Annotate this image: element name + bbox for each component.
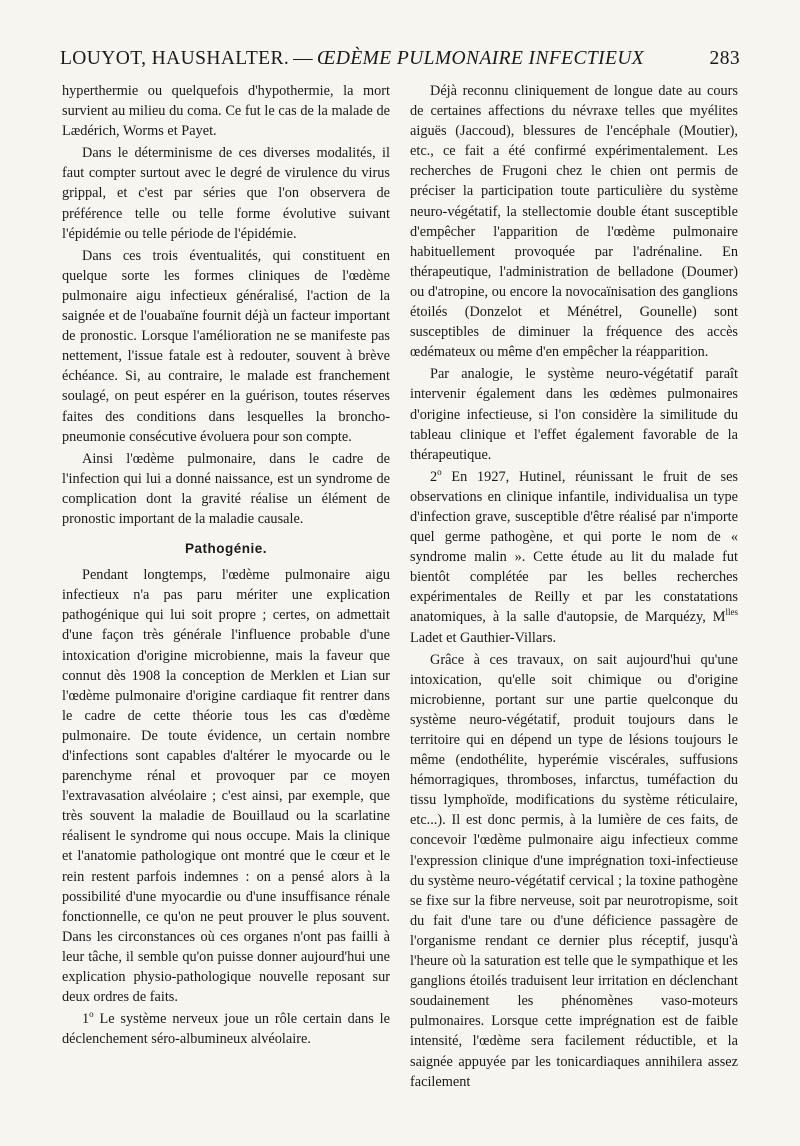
paragraph <box>62 1009 390 1049</box>
list-number: 1 <box>82 1011 90 1028</box>
section-heading: Pathogénie. <box>184 541 267 557</box>
ordinal-mark: o <box>437 467 442 478</box>
paragraph: Ainsi l'œdème pulmonaire, dans le cadre de l'infection qui lui a donné naissance, est un syndrome de complication dont la gravité réalise un élément de pronostic important de la maladie causale. <box>62 450 390 527</box>
paragraph: hyperthermie ou quelquefois d'hypothermie, la mort survient au milieu du coma. Ce fut le cas de la malade de Lædérich, Worms et Payet. <box>62 83 390 140</box>
paragraph-text: En 1927, Hutinel, réunissant le fruit de ses observations en clinique infantile, individualisa un type d'infection grave, susceptible d'être réalisé par n'importe quel germe pathogène, et qui porte le nom de « syndrome malin ». Cette étude au lit du malade fut bientôt complétée par les belles recherches expérimentales de Reilly et par les constatations anatomiques, à la salle d'autopsie, de Marquézy, M <box>410 468 738 626</box>
header-separator: — <box>293 48 314 69</box>
header-authors: LOUYOT, HAUSHALTER. <box>60 48 290 69</box>
paragraph: Déjà reconnu cliniquement de longue date au cours de certaines affections du névraxe telles que myélites aiguës (Jaccoud), blessures de l'encéphale (Moutier), etc., ce fait a été confirmé expérimentalement. Les recherches de Frugoni chez le chien ont permis de préciser la participation toute particulière du système neuro-végétatif, la stellectomie double étant susceptible d'empêcher l'apparition de l'œdème pulmonaire habituellement provoquée par l'adrénaline. En thérapeutique, l'administration de belladone (Doumer) ou d'atropine, ou encore la novocaïnisation des ganglions étoilés (Donzelot et Ménétrel, Gounelle) sont susceptibles de diminuer la fréquence des accès œdémateux ou même d'en empêcher la réapparition. <box>410 83 738 361</box>
superscript: lles <box>725 607 738 618</box>
header-title: ŒDÈME PULMONAIRE INFECTIEUX <box>317 48 645 69</box>
paragraph-text: Le système nerveux joue un rôle certain dans le déclenchement séro-albumineux alvéolaire. <box>62 1011 390 1048</box>
page-number: 283 <box>709 48 740 69</box>
paragraph: Dans ces trois éventualités, qui constituent en quelque sorte les formes cliniques de l'œdème pulmonaire aigu infectieux généralisé, l'action de la saignée et de l'ouabaïne fournit déjà un facteur important de pronostic. Lorsque l'amélioration ne se manifeste pas nettement, l'issue fatale est à redouter, souvent à brève échéance. Si, au contraire, le malade est franchement soulagé, on peut espérer en la guérison, toutes réserves faites des conditions dans lesquelles la broncho-pneumonie consécutive évoluera pour son compte. <box>62 247 390 445</box>
paragraph: Grâce à ces travaux, on sait aujourd'hui qu'une intoxication, qu'elle soit chimique ou d'origine microbienne, portant sur une partie quelconque du système neuro-végétatif, produit toujours dans le territoire qui en dépend un type de lésions toujours le même (endothélite, hyperémie viscérales, suffusions hémorragiques, thromboses, infarctus, tuméfaction du tissu lymphoïde, modifications du système réticulaire, etc...). Il est donc permis, à la lumière de ces faits, de concevoir l'œdème pulmonaire aigu infectieux comme l'expression clinique d'une imprégnation toxi-infectieuse du système neuro-végétatif cervical ; la toxine pathogène se fixe sur la fibre nerveuse, soit par neurotropisme, soit du fait d'une tare ou d'une déficience passagère de l'organisme rendant ce dernier plus réceptif, jusqu'à l'heure où la saturation est telle que le sympathique et les ganglions étoilés traduisent leur irritation en déclenchant soudainement les phénomènes vaso-moteurs pulmonaires. Lorsque cette imprégnation est de faible intensité, l'œdème sera facilement réductible, et la saignée appuyée par les tonicardiaques annihilera assez facilement <box>410 651 738 1090</box>
running-header <box>60 48 740 74</box>
ordinal-mark: o <box>89 1009 94 1020</box>
paragraph: Dans le déterminisme de ces diverses modalités, il faut compter surtout avec le degré de virulence du virus grippal, et c'est par séries que l'on observera de préférence telle ou telle forme évolutive suivant l'épidémie ou telle période de l'épidémie. <box>62 145 390 242</box>
paragraph-text: Ladet et Gauthier-Villars. <box>410 629 557 646</box>
left-column <box>62 81 390 1051</box>
list-number: 2 <box>430 468 438 485</box>
paragraph: Par analogie, le système neuro-végétatif paraît intervenir également dans les œdèmes pulmonaires d'origine infectieuse, si l'on considère la similitude du tableau clinique et l'effet également favorable de la thérapeutique. <box>410 366 738 463</box>
right-column <box>410 81 738 1094</box>
paragraph <box>410 467 738 648</box>
paragraph: Pendant longtemps, l'œdème pulmonaire aigu infectieux n'a pas paru mériter une explication pathogénique qui lui soit propre ; certes, on admettait d'une façon très générale l'influence probable d'une intoxication d'origine microbienne, mais la faveur que connut dès 1908 la conception de Merklen et Lian sur l'œdème pulmonaire d'origine cardiaque fit rentrer dans le cadre de cette théorie tous les cas d'œdème pulmonaire. De toute évidence, un certain nombre d'infections sont capables d'altérer le myocarde ou le parenchyme rénal et provoquer par ce moyen l'extravasation alvéolaire ; c'est ainsi, par exemple, que très souvent la maladie de Bouillaud ou la scarlatine réalisent le syndrome qui nous occupe. Mais la clinique et l'anatomie pathologique ont montré que le cœur et le rein restent parfois indemnes : on a pensé alors à la possibilité d'une myocardie ou d'une insuffisance rénale fonctionnelle, ce qu'on ne peut prouver le plus souvent. Dans les circonstances où ces organes n'ont pas failli à leur tâche, il semble qu'on puisse donner aujourd'hui une explication physio-pathologique nouvelle reposant sur deux ordres de faits. <box>62 567 390 1006</box>
